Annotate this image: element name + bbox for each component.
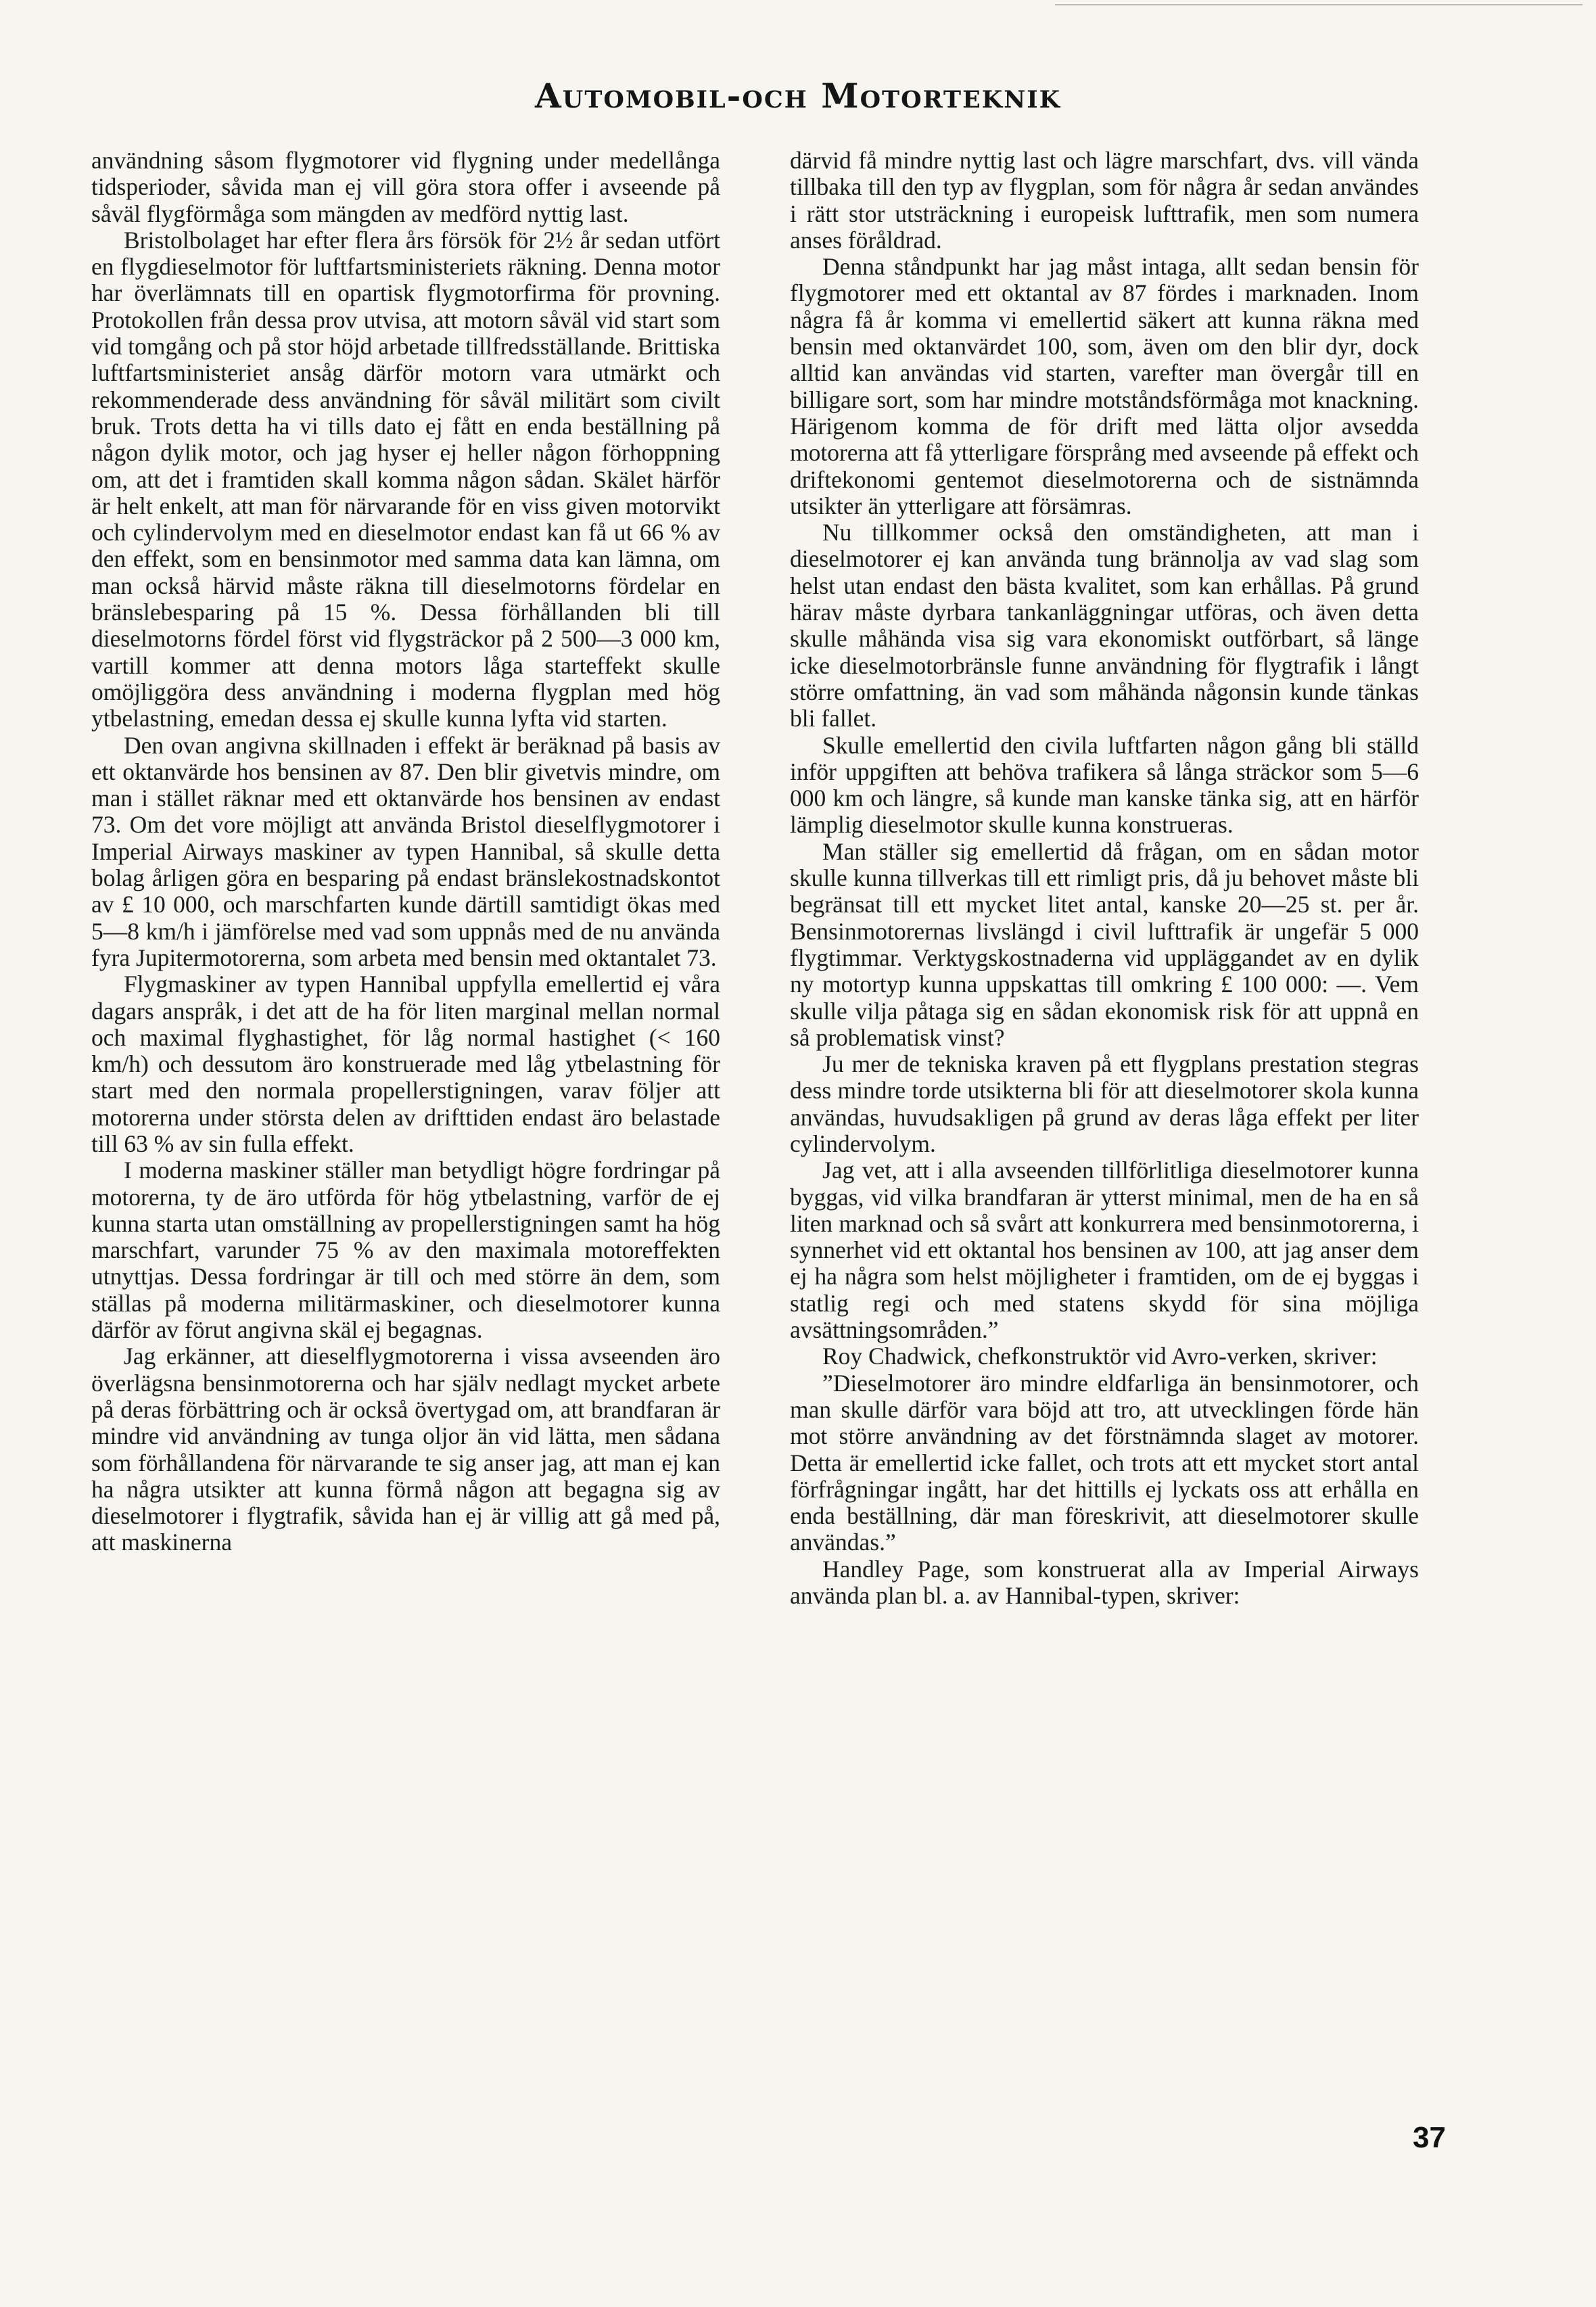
right-column [790, 147, 1419, 2136]
paragraph: Jag erkänner, att dieselflygmotorerna i vissa avseenden äro överlägsna bensinmotorerna och har själv nedlagt mycket arbete på deras förbättring och är också övertygad om, att brandfaran är mindre vid användning av tunga oljor än vid lätta, men sådana som förhållandena för närvarande te sig anser jag, att man ej kan ha några utsikter att kunna förmå någon att begagna sig av dieselmotorer i flygtrafik, såvida han ej är villig att gå med på, att maskinerna [91, 1343, 720, 1556]
paragraph: Skulle emellertid den civila luftfarten någon gång bli ställd inför uppgiften att behöva trafikera så långa sträckor som 5—6 000 km och längre, så kunde man kanske tänka sig, att en härför lämplig dieselmotor skulle kunna konstrueras. [790, 731, 1419, 839]
paragraph: I moderna maskiner ställer man betydligt högre fordringar på motorerna, ty de äro utförda för hög ytbelastning, varför de ej kunna starta utan omställning av propellerstigningen samt ha hög marschfart, varunder 75 % av den maximala motoreffekten utnyttjas. Dessa fordringar är till och med större än dem, som ställas på moderna militärmaskiner, och dieselmotorer kunna därför av förut angivna skäl ej begagnas. [91, 1157, 720, 1344]
paragraph: Jag vet, att i alla avseenden tillförlitliga dieselmotorer kunna byggas, vid vilka brandfaran är ytterst minimal, men de ha en så liten marknad och så svårt att konkurrera med bensinmotorerna, i synnerhet vid ett oktantal hos bensinen av 100, att jag anser dem ej ha några som helst möjligheter i framtiden, om de ej byggas i statlig regi och med statens skydd för sina möjliga avsättningsområden.” [790, 1157, 1419, 1344]
paragraph: Flygmaskiner av typen Hannibal uppfylla emellertid ej våra dagars anspråk, i det att de ha för liten marginal mellan normal och maximal flyghastighet, för låg normal hastighet (< 160 km/h) och dessutom äro konstruerade med låg ytbelastning för start med den normala propellerstigningen, varav följer att motorerna under största delen av drifttiden endast äro belastade till 63 % av sin fulla effekt. [91, 971, 720, 1157]
page-header: Automobil-och Motorteknik [535, 76, 1061, 116]
left-column [91, 147, 720, 2136]
paragraph: Man ställer sig emellertid då frågan, om en sådan motor skulle kunna tillverkas till ett rimligt pris, då ju behovet måste bli begränsat till ett mycket litet antal, kanske 20—25 st. per år. Bensinmotorernas livslängd i civil lufttrafik är ungefär 5 000 flygtimmar. Verktygskostnaderna vid uppläggandet av en dylik ny motortyp kunna uppskattas till omkring £ 100 000: —. Vem skulle vilja påtaga sig en sådan ekonomisk risk för att uppnå en så problematisk vinst? [790, 837, 1419, 1051]
paragraph: Den ovan angivna skillnaden i effekt är beräknad på basis av ett oktanvärde hos bensinen av 87. Den blir givetvis mindre, om man i stället räknar med ett oktanvärde hos bensinen av endast 73. Om det vore möjligt att använda Bristol dieselflygmotorer i Imperial Airways maskiner av typen Hannibal, så skulle detta bolag årligen göra en besparing på endast bränslekostnadskontot av £ 10 000, och marschfarten kunde därtill samtidigt ökas med 5—8 km/h i jämförelse med vad som uppnås med de nu använda fyra Jupitermotorerna, som arbeta med bensin med oktantalet 73. [91, 731, 720, 971]
page-number: 37 [1413, 2121, 1446, 2154]
paragraph: Bristolbolaget har efter flera års försök för 2½ år sedan utfört en flygdieselmotor för luftfartsministeriets räkning. Denna motor har överlämnats till en opartisk flygmotorfirma för provning. Protokollen från dessa prov utvisa, att motorn såväl vid start som vid tomgång och på stor höjd arbetade tillfredsställande. Brittiska luftfartsministeriet ansåg därför motorn vara utmärkt och rekommenderade dess användning för såväl militärt som civilt bruk. Trots detta ha vi tills dato ej fått en enda beställning på någon dylik motor, och jag hyser ej heller någon förhoppning om, att det i framtiden skall komma någon sådan. Skälet härför är helt enkelt, att man för närvarande för en viss given motorvikt och cylindervolym med en dieselmotor endast kan få ut 66 % av den effekt, som en bensinmotor med samma data kan lämna, om man också härvid måste räkna till dieselmotorns fördelar en bränslebesparing på 15 %. Dessa förhållanden bli till dieselmotorns fördel först vid flygsträckor på 2 500—3 000 km, vartill kommer att denna motors låga starteffekt skulle omöjliggöra dess användning i moderna flygplan med hög ytbelastning, emedan dessa ej skulle kunna lyfta vid starten. [91, 226, 720, 732]
paragraph: Denna ståndpunkt har jag måst intaga, allt sedan bensin för flygmotorer med ett oktantal av 87 fördes i marknaden. Inom några få år komma vi emellertid säkert att kunna räkna med bensin med oktanvärdet 100, som, även om den blir dyr, dock alltid kan användas vid starten, varefter man övergår till en billigare sort, som har mindre motståndsförmåga mot knackning. Härigenom komma de för drift med lätta oljor avsedda motorerna att få ytterligare försprång med avseende på effekt och driftekonomi gentemot dieselmotorerna och de sistnämnda utsikter än ytterligare att försämras. [790, 253, 1419, 519]
paragraph: Handley Page, som konstruerat alla av Imperial Airways använda plan bl. a. av Hannibal-typen, skriver: [790, 1555, 1419, 1610]
paragraph: Ju mer de tekniska kraven på ett flygplans prestation stegras dess mindre torde utsikterna bli för att dieselmotorer skola kunna användas, huvudsakligen på grund av deras låga effekt per liter cylindervolym. [790, 1050, 1419, 1157]
paragraph: Roy Chadwick, chefkonstruktör vid Avro-verken, skriver: [822, 1343, 1378, 1370]
paragraph: ”Dieselmotorer äro mindre eldfarliga än bensinmotorer, och man skulle därför vara böjd att tro, att utvecklingen förde hän mot större användning av det förstnämnda slaget av motorer. Detta är emellertid icke fallet, och trots att ett mycket stort antal förfrågningar ingått, har det hittills ej lyckats oss att erhålla en enda beställning, där man föreskrivit, att dieselmotorer skulle användas.” [790, 1369, 1419, 1556]
paragraph: användning såsom flygmotorer vid flygning under medellånga tidsperioder, såvida man ej vill göra stora offer i avseende på såväl flygförmåga som mängden av medförd nyttig last. [91, 147, 720, 227]
paragraph: Nu tillkommer också den omständigheten, att man i dieselmotorer ej kan använda tung brännolja av vad slag som helst utan endast den bästa kvalitet, som kan erhållas. På grund härav måste dyrbara tankanläggningar utföras, och även detta skulle måhända visa sig vara ekonomiskt outförbart, så länge icke dieselmotorbränsle funne användning för flygtrafik i långt större omfattning, än vad som måhända någonsin kunde tänkas bli fallet. [790, 519, 1419, 732]
top-rule [1055, 4, 1582, 5]
paragraph: därvid få mindre nyttig last och lägre marschfart, dvs. vill vända tillbaka till den typ av flygplan, som för några år sedan användes i rätt stor utsträckning i europeisk lufttrafik, men som numera anses föråldrad. [790, 147, 1419, 254]
